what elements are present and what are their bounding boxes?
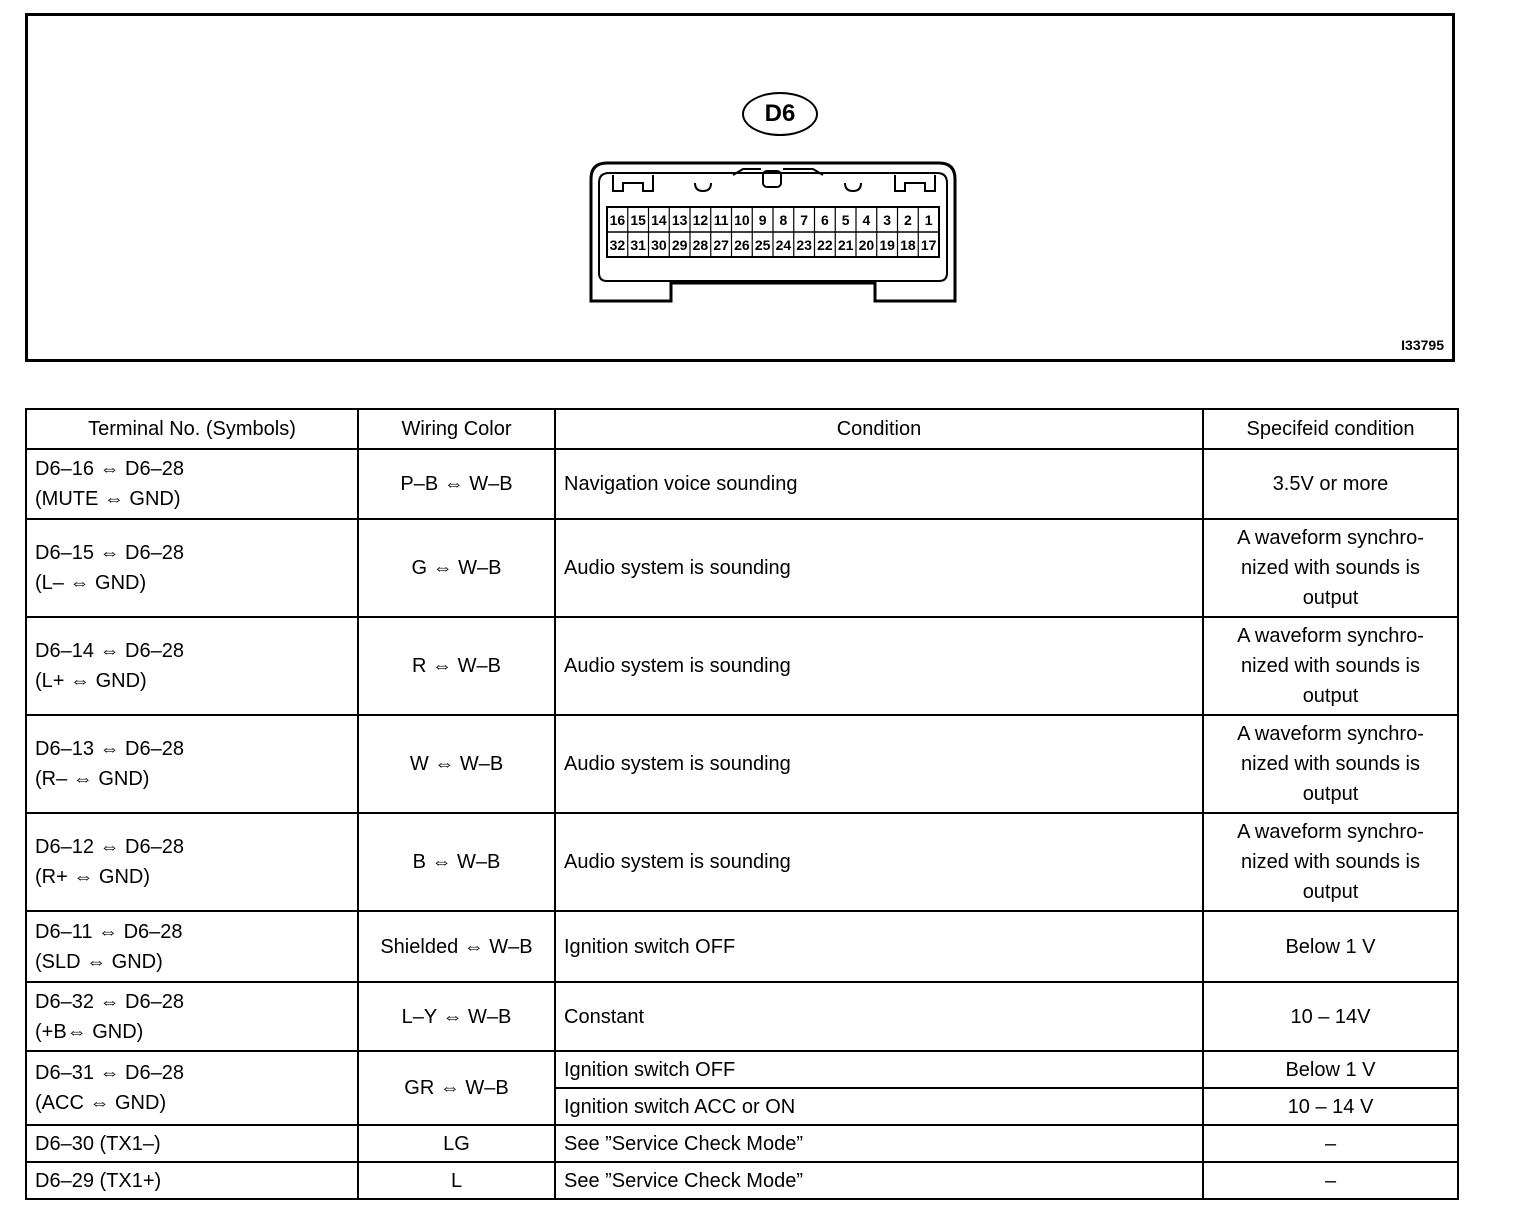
specified-cell: A waveform synchro- nized with sounds is output bbox=[1203, 715, 1458, 813]
terminal-cell: D6–15 ⇔ D6–28 (L– ⇔ GND) bbox=[26, 519, 358, 617]
pin-number: 24 bbox=[775, 237, 792, 253]
pin-number: 4 bbox=[862, 212, 871, 228]
condition-cell: Audio system is sounding bbox=[555, 617, 1203, 715]
table-row bbox=[26, 911, 1458, 982]
pin-number: 3 bbox=[883, 212, 892, 228]
header-specified-condition: Specifeid condition bbox=[1203, 409, 1458, 449]
pin-number: 5 bbox=[841, 212, 850, 228]
pin-number: 18 bbox=[900, 237, 916, 253]
pin-number: 21 bbox=[837, 237, 854, 253]
pin-number: 27 bbox=[713, 237, 729, 253]
header-wiring-color: Wiring Color bbox=[358, 409, 555, 449]
pin-number: 17 bbox=[920, 237, 937, 253]
condition-cell: Audio system is sounding bbox=[555, 813, 1203, 911]
pin-number: 26 bbox=[734, 237, 750, 253]
pin-number: 15 bbox=[630, 212, 646, 228]
table-row bbox=[26, 813, 1458, 911]
condition-cell: Audio system is sounding bbox=[555, 519, 1203, 617]
condition-cell: Ignition switch OFF bbox=[555, 911, 1203, 982]
terminal-cell: D6–30 (TX1–) bbox=[26, 1125, 358, 1162]
pin-number: 30 bbox=[651, 237, 667, 253]
specified-cell: A waveform synchro- nized with sounds is output bbox=[1203, 617, 1458, 715]
pin-number: 6 bbox=[820, 212, 829, 228]
condition-cell: Navigation voice sounding bbox=[555, 449, 1203, 519]
condition-cell: See ”Service Check Mode” bbox=[555, 1125, 1203, 1162]
table-row bbox=[26, 617, 1458, 715]
terminal-cell: D6–11 ⇔ D6–28 (SLD ⇔ GND) bbox=[26, 911, 358, 982]
specified-cell: Below 1 V bbox=[1203, 1051, 1458, 1088]
pin-number: 23 bbox=[796, 237, 812, 253]
wiring-cell: R ⇔ W–B bbox=[358, 617, 555, 715]
table-row bbox=[26, 1125, 1458, 1162]
pin-number: 1 bbox=[924, 212, 933, 228]
pin-number: 20 bbox=[858, 237, 875, 253]
header-condition: Condition bbox=[555, 409, 1203, 449]
terminal-cell: D6–29 (TX1+) bbox=[26, 1162, 358, 1199]
pin-number: 2 bbox=[903, 212, 912, 228]
wiring-cell: P–B ⇔ W–B bbox=[358, 449, 555, 519]
condition-cell: Ignition switch ACC or ON bbox=[555, 1088, 1203, 1125]
condition-cell: Ignition switch OFF bbox=[555, 1051, 1203, 1088]
pin-number: 32 bbox=[609, 237, 626, 253]
terminal-cell: D6–16 ⇔ D6–28 (MUTE ⇔ GND) bbox=[26, 449, 358, 519]
condition-cell: Audio system is sounding bbox=[555, 715, 1203, 813]
pin-number: 14 bbox=[651, 212, 667, 228]
specified-cell: – bbox=[1203, 1162, 1458, 1199]
table-row bbox=[26, 449, 1458, 519]
wiring-cell: B ⇔ W–B bbox=[358, 813, 555, 911]
connector-label: D6 bbox=[742, 92, 818, 136]
terminal-spec-table bbox=[25, 408, 1459, 1200]
wiring-cell: G ⇔ W–B bbox=[358, 519, 555, 617]
wiring-cell: L–Y ⇔ W–B bbox=[358, 982, 555, 1051]
wiring-cell: LG bbox=[358, 1125, 555, 1162]
pin-number: 28 bbox=[692, 237, 709, 253]
figure-id: I33795 bbox=[1401, 337, 1444, 353]
table-row bbox=[26, 1051, 1458, 1088]
pin-number: 7 bbox=[800, 212, 809, 228]
header-terminal: Terminal No. (Symbols) bbox=[26, 409, 358, 449]
table-row bbox=[26, 1162, 1458, 1199]
specified-cell: 10 – 14 V bbox=[1203, 1088, 1458, 1125]
terminal-cell: D6–14 ⇔ D6–28 (L+ ⇔ GND) bbox=[26, 617, 358, 715]
table-row bbox=[26, 982, 1458, 1051]
pin-number: 29 bbox=[671, 237, 688, 253]
condition-cell: See ”Service Check Mode” bbox=[555, 1162, 1203, 1199]
pin-number: 9 bbox=[758, 212, 767, 228]
condition-cell: Constant bbox=[555, 982, 1203, 1051]
specified-cell: A waveform synchro- nized with sounds is output bbox=[1203, 519, 1458, 617]
pin-number: 13 bbox=[671, 212, 688, 228]
pin-number: 8 bbox=[779, 212, 788, 228]
specified-cell: A waveform synchro- nized with sounds is output bbox=[1203, 813, 1458, 911]
specified-cell: 10 – 14V bbox=[1203, 982, 1458, 1051]
pin-number: 31 bbox=[630, 237, 646, 253]
connector-face-icon bbox=[583, 161, 963, 309]
specified-cell: – bbox=[1203, 1125, 1458, 1162]
pin-number: 22 bbox=[817, 237, 833, 253]
pin-number: 19 bbox=[879, 237, 895, 253]
terminal-cell: D6–12 ⇔ D6–28 (R+ ⇔ GND) bbox=[26, 813, 358, 911]
terminal-cell: D6–31 ⇔ D6–28 (ACC ⇔ GND) bbox=[26, 1051, 358, 1125]
specified-cell: 3.5V or more bbox=[1203, 449, 1458, 519]
pin-number: 16 bbox=[609, 212, 626, 228]
pin-number: 10 bbox=[734, 212, 750, 228]
wiring-cell: GR ⇔ W–B bbox=[358, 1051, 555, 1125]
terminal-cell: D6–32 ⇔ D6–28 (+B⇔ GND) bbox=[26, 982, 358, 1051]
table-header-row bbox=[26, 409, 1458, 449]
pin-number: 25 bbox=[754, 237, 771, 253]
pin-number: 11 bbox=[713, 212, 729, 228]
specified-cell: Below 1 V bbox=[1203, 911, 1458, 982]
wiring-cell: W ⇔ W–B bbox=[358, 715, 555, 813]
terminal-cell: D6–13 ⇔ D6–28 (R– ⇔ GND) bbox=[26, 715, 358, 813]
wiring-cell: Shielded ⇔ W–B bbox=[358, 911, 555, 982]
table-row bbox=[26, 715, 1458, 813]
connector-diagram bbox=[25, 13, 1455, 362]
pin-number: 12 bbox=[692, 212, 709, 228]
table-row bbox=[26, 519, 1458, 617]
wiring-cell: L bbox=[358, 1162, 555, 1199]
